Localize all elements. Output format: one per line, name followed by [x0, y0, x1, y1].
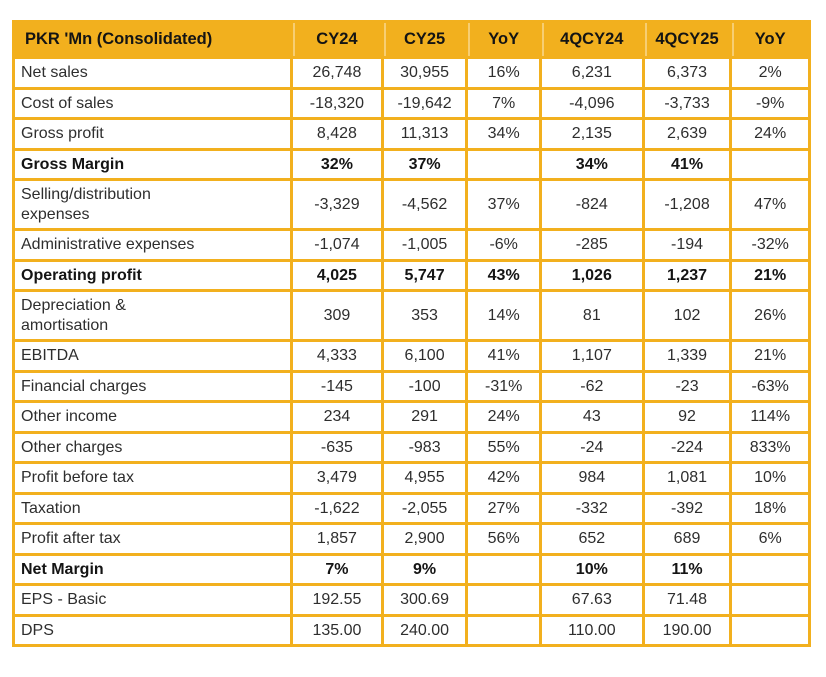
cell-4qcy25: 6,373 — [643, 58, 731, 89]
cell-cy25: 4,955 — [382, 463, 467, 494]
cell-4qcy25: 190.00 — [643, 615, 731, 646]
cell-4qcy25: 689 — [643, 524, 731, 555]
cell-yoy-annual: -31% — [467, 371, 541, 402]
header-cy25: CY25 — [382, 22, 467, 58]
cell-4qcy24: -332 — [540, 493, 643, 524]
cell-4qcy24: 67.63 — [540, 585, 643, 616]
cell-yoy-annual: 24% — [467, 402, 541, 433]
cell-cy24: -635 — [292, 432, 383, 463]
table-row — [14, 88, 810, 119]
table-body — [14, 58, 810, 646]
cell-cy24: 135.00 — [292, 615, 383, 646]
cell-cy25: 9% — [382, 554, 467, 585]
header-cy24: CY24 — [292, 22, 383, 58]
cell-yoy-quarterly — [731, 554, 810, 585]
cell-cy25: -983 — [382, 432, 467, 463]
cell-cy25: -19,642 — [382, 88, 467, 119]
cell-yoy-annual: -6% — [467, 230, 541, 261]
cell-cy24: 32% — [292, 149, 383, 180]
cell-4qcy24: 2,135 — [540, 119, 643, 150]
cell-cy25: 291 — [382, 402, 467, 433]
cell-yoy-quarterly: 6% — [731, 524, 810, 555]
cell-cy25: -1,005 — [382, 230, 467, 261]
cell-cy25: 6,100 — [382, 341, 467, 372]
table-row — [14, 260, 810, 291]
cell-cy25: 353 — [382, 291, 467, 341]
row-label-cell — [14, 291, 292, 341]
cell-yoy-quarterly: 114% — [731, 402, 810, 433]
cell-cy24: 8,428 — [292, 119, 383, 150]
cell-yoy-annual: 27% — [467, 493, 541, 524]
row-label-cell — [14, 230, 292, 261]
table-row — [14, 180, 810, 230]
row-label: Selling/distribution expenses — [21, 186, 151, 223]
row-label-cell — [14, 149, 292, 180]
cell-cy24: 4,025 — [292, 260, 383, 291]
cell-yoy-annual: 42% — [467, 463, 541, 494]
row-label-cell — [14, 58, 292, 89]
cell-yoy-quarterly: 21% — [731, 341, 810, 372]
cell-yoy-annual — [467, 554, 541, 585]
cell-4qcy25: 71.48 — [643, 585, 731, 616]
cell-4qcy24: 110.00 — [540, 615, 643, 646]
cell-4qcy25: 102 — [643, 291, 731, 341]
cell-4qcy25: -194 — [643, 230, 731, 261]
cell-4qcy25: 11% — [643, 554, 731, 585]
cell-yoy-quarterly: 26% — [731, 291, 810, 341]
cell-cy24: 26,748 — [292, 58, 383, 89]
row-label-cell — [14, 402, 292, 433]
cell-yoy-quarterly: -9% — [731, 88, 810, 119]
cell-cy24: 192.55 — [292, 585, 383, 616]
row-label: Gross Margin — [21, 155, 125, 173]
cell-4qcy24: 1,107 — [540, 341, 643, 372]
cell-yoy-annual: 55% — [467, 432, 541, 463]
cell-4qcy24: 34% — [540, 149, 643, 180]
cell-4qcy24: 10% — [540, 554, 643, 585]
row-label: Net Margin — [21, 560, 104, 578]
header-metric-column: PKR 'Mn (Consolidated) — [14, 22, 292, 58]
cell-4qcy24: -62 — [540, 371, 643, 402]
cell-4qcy24: -24 — [540, 432, 643, 463]
cell-cy24: 3,479 — [292, 463, 383, 494]
cell-cy24: -18,320 — [292, 88, 383, 119]
table-row — [14, 432, 810, 463]
table-row — [14, 371, 810, 402]
row-label: Other charges — [21, 438, 123, 456]
cell-yoy-quarterly: 24% — [731, 119, 810, 150]
cell-yoy-quarterly: 833% — [731, 432, 810, 463]
cell-yoy-quarterly — [731, 615, 810, 646]
cell-4qcy24: -824 — [540, 180, 643, 230]
row-label: Profit before tax — [21, 469, 134, 487]
cell-4qcy25: 2,639 — [643, 119, 731, 150]
row-label-cell — [14, 463, 292, 494]
cell-4qcy24: 984 — [540, 463, 643, 494]
row-label-cell — [14, 341, 292, 372]
header-yoy-quarterly: YoY — [731, 22, 810, 58]
cell-yoy-annual: 14% — [467, 291, 541, 341]
cell-4qcy24: 6,231 — [540, 58, 643, 89]
row-label-cell — [14, 88, 292, 119]
row-label-cell — [14, 180, 292, 230]
table-row — [14, 463, 810, 494]
cell-yoy-quarterly: 2% — [731, 58, 810, 89]
cell-yoy-quarterly — [731, 149, 810, 180]
row-label: EPS - Basic — [21, 591, 107, 609]
cell-cy25: 5,747 — [382, 260, 467, 291]
table-row — [14, 615, 810, 646]
row-label: Depreciation & amortisation — [21, 297, 126, 334]
cell-4qcy25: -1,208 — [643, 180, 731, 230]
cell-yoy-annual — [467, 585, 541, 616]
cell-yoy-annual: 56% — [467, 524, 541, 555]
row-label-cell — [14, 615, 292, 646]
table-row — [14, 585, 810, 616]
cell-yoy-quarterly: 47% — [731, 180, 810, 230]
cell-cy25: -100 — [382, 371, 467, 402]
table-row — [14, 402, 810, 433]
row-label: Profit after tax — [21, 530, 121, 548]
table-header-row — [14, 22, 810, 58]
cell-yoy-annual — [467, 149, 541, 180]
row-label-cell — [14, 260, 292, 291]
row-label-cell — [14, 585, 292, 616]
cell-yoy-annual: 34% — [467, 119, 541, 150]
cell-cy24: 7% — [292, 554, 383, 585]
row-label-cell — [14, 371, 292, 402]
cell-4qcy24: -4,096 — [540, 88, 643, 119]
table-row — [14, 58, 810, 89]
row-label-cell — [14, 554, 292, 585]
row-label: EBITDA — [21, 347, 79, 365]
cell-4qcy25: 1,081 — [643, 463, 731, 494]
cell-4qcy24: -285 — [540, 230, 643, 261]
row-label-cell — [14, 119, 292, 150]
cell-4qcy24: 43 — [540, 402, 643, 433]
cell-cy24: -1,622 — [292, 493, 383, 524]
table-row — [14, 119, 810, 150]
cell-yoy-quarterly: -32% — [731, 230, 810, 261]
cell-cy25: -2,055 — [382, 493, 467, 524]
row-label: Operating profit — [21, 266, 142, 284]
cell-yoy-annual: 43% — [467, 260, 541, 291]
cell-cy25: 11,313 — [382, 119, 467, 150]
cell-cy25: 2,900 — [382, 524, 467, 555]
cell-yoy-annual: 7% — [467, 88, 541, 119]
cell-yoy-annual — [467, 615, 541, 646]
cell-cy24: 4,333 — [292, 341, 383, 372]
header-4qcy25: 4QCY25 — [643, 22, 731, 58]
cell-cy24: -145 — [292, 371, 383, 402]
cell-yoy-quarterly: 10% — [731, 463, 810, 494]
table-row — [14, 230, 810, 261]
table-row — [14, 524, 810, 555]
cell-4qcy25: 41% — [643, 149, 731, 180]
cell-4qcy25: -23 — [643, 371, 731, 402]
row-label: Other income — [21, 408, 118, 426]
cell-4qcy24: 652 — [540, 524, 643, 555]
row-label-cell — [14, 493, 292, 524]
cell-yoy-annual: 37% — [467, 180, 541, 230]
cell-cy25: 37% — [382, 149, 467, 180]
row-label: Gross profit — [21, 125, 104, 143]
cell-cy24: -3,329 — [292, 180, 383, 230]
row-label: Financial charges — [21, 377, 147, 395]
cell-cy25: 240.00 — [382, 615, 467, 646]
cell-4qcy25: -3,733 — [643, 88, 731, 119]
row-label: Taxation — [21, 499, 81, 517]
table-row — [14, 291, 810, 341]
header-4qcy24: 4QCY24 — [540, 22, 643, 58]
cell-cy24: -1,074 — [292, 230, 383, 261]
cell-4qcy25: 1,339 — [643, 341, 731, 372]
row-label: DPS — [21, 621, 54, 639]
cell-cy25: -4,562 — [382, 180, 467, 230]
cell-yoy-quarterly — [731, 585, 810, 616]
cell-cy24: 309 — [292, 291, 383, 341]
cell-4qcy24: 81 — [540, 291, 643, 341]
table-row — [14, 341, 810, 372]
cell-cy24: 234 — [292, 402, 383, 433]
cell-cy25: 30,955 — [382, 58, 467, 89]
table-row — [14, 493, 810, 524]
cell-4qcy25: 1,237 — [643, 260, 731, 291]
cell-4qcy25: -224 — [643, 432, 731, 463]
row-label-cell — [14, 524, 292, 555]
table-row — [14, 554, 810, 585]
row-label-cell — [14, 432, 292, 463]
cell-4qcy24: 1,026 — [540, 260, 643, 291]
cell-yoy-quarterly: 18% — [731, 493, 810, 524]
cell-yoy-quarterly: 21% — [731, 260, 810, 291]
row-label: Net sales — [21, 64, 88, 81]
cell-cy24: 1,857 — [292, 524, 383, 555]
row-label: Administrative expenses — [21, 236, 195, 254]
cell-yoy-annual: 41% — [467, 341, 541, 372]
cell-yoy-annual: 16% — [467, 58, 541, 89]
cell-4qcy25: -392 — [643, 493, 731, 524]
header-yoy-annual: YoY — [467, 22, 541, 58]
cell-cy25: 300.69 — [382, 585, 467, 616]
row-label: Cost of sales — [21, 94, 114, 112]
cell-4qcy25: 92 — [643, 402, 731, 433]
table-row — [14, 149, 810, 180]
cell-yoy-quarterly: -63% — [731, 371, 810, 402]
financial-results-table — [12, 20, 811, 647]
